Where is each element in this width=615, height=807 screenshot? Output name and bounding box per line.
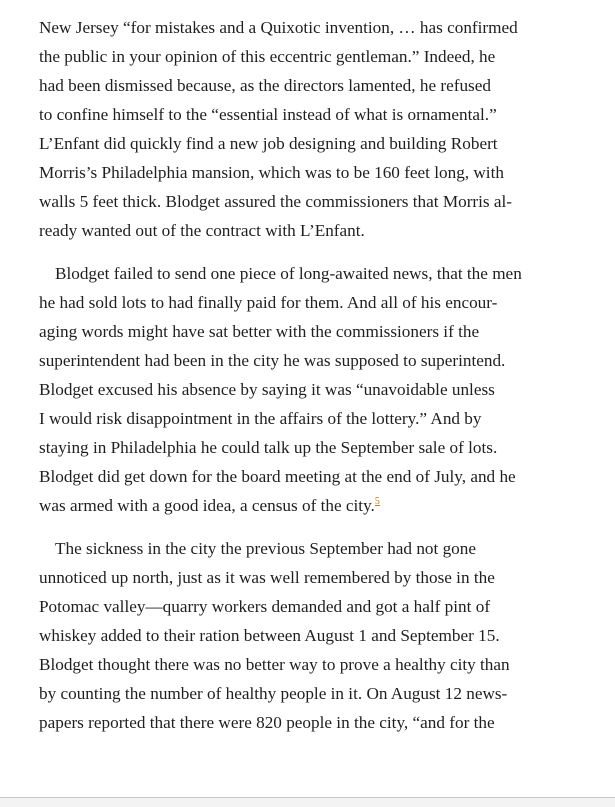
text-line-with-footnote xyxy=(39,491,579,520)
text-line: staying in Philadelphia he could talk up the September sale of lots. xyxy=(39,438,498,457)
text-column xyxy=(39,13,579,751)
text-line: by counting the number of healthy people in it. On August 12 news- xyxy=(39,684,508,703)
text-line: walls 5 feet thick. Blodget assured the commissioners that Morris al- xyxy=(39,192,513,211)
text-line: superintendent had been in the city he was supposed to superintend. xyxy=(39,351,506,370)
text-line: I would risk disappointment in the affairs of the lottery.” And by xyxy=(39,409,482,428)
text-line: aging words might have sat better with the commissioners if the xyxy=(39,322,480,341)
text-line: Blodget excused his absence by saying it was “unavoidable unless xyxy=(39,380,495,399)
text-line: had been dismissed because, as the directors lamented, he refused xyxy=(39,76,491,95)
text-line: was armed with a good idea, a census of the city. xyxy=(39,496,375,515)
text-line: L’Enfant did quickly find a new job designing and building Robert xyxy=(39,134,498,153)
text-line: he had sold lots to had finally paid for them. And all of his encour- xyxy=(39,293,498,312)
paragraph xyxy=(39,259,579,520)
text-line: The sickness in the city the previous September had not gone xyxy=(55,539,476,558)
footnote-link[interactable]: 5 xyxy=(374,496,380,507)
text-line: the public in your opinion of this eccentric gentleman.” Indeed, he xyxy=(39,47,496,66)
text-line: New Jersey “for mistakes and a Quixotic invention, … has confirmed xyxy=(39,18,518,37)
text-line: unnoticed up north, just as it was well remembered by those in the xyxy=(39,568,495,587)
text-line: to confine himself to the “essential instead of what is ornamental.” xyxy=(39,105,497,124)
text-line: whiskey added to their ration between August 1 and September 15. xyxy=(39,626,500,645)
text-line: Blodget failed to send one piece of long-awaited news, that the men xyxy=(55,264,522,283)
paragraph xyxy=(39,534,579,737)
paragraph xyxy=(39,13,579,245)
text-line: Potomac valley—quarry workers demanded and got a half pint of xyxy=(39,597,491,616)
text-line: papers reported that there were 820 people in the city, “and for the xyxy=(39,713,495,732)
text-line: Morris’s Philadelphia mansion, which was to be 160 feet long, with xyxy=(39,163,504,182)
text-line: ready wanted out of the contract with L’Enfant. xyxy=(39,221,365,240)
text-line: Blodget did get down for the board meeting at the end of July, and he xyxy=(39,467,516,486)
text-line: Blodget thought there was no better way to prove a healthy city than xyxy=(39,655,510,674)
